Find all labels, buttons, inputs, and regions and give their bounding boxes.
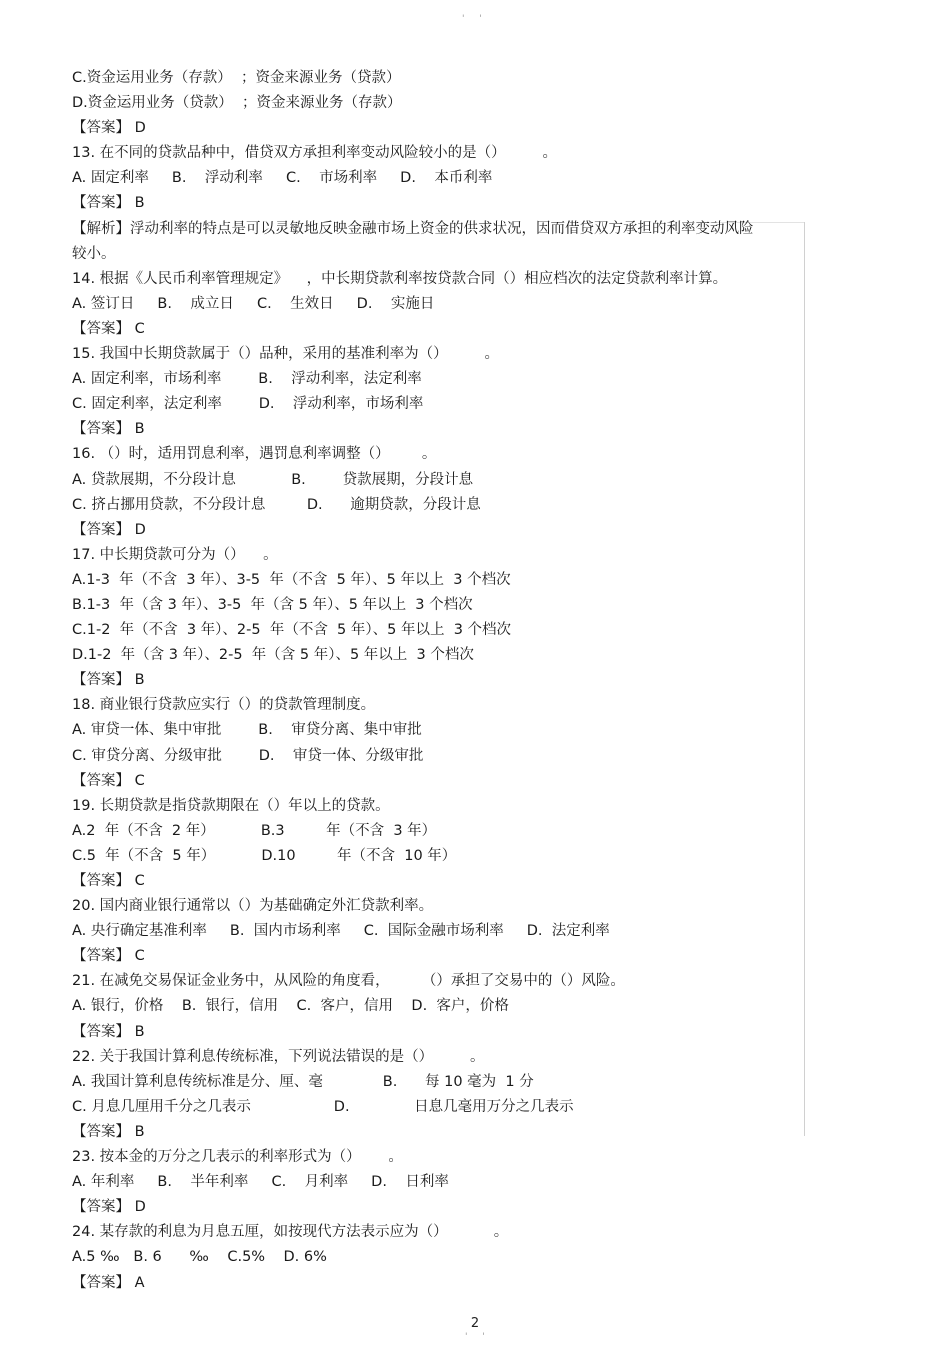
options-line: A. 固定利率，市场利率 B. 浮动利率，法定利率 [72,371,422,388]
options-line: A. 银行，价格 B. 银行，信用 C. 客户，信用 D. 客户，价格 [72,998,509,1015]
text-line: C.资金运用业务（存款） ；资金来源业务（贷款） [72,70,401,86]
options-line: A. 固定利率 B. 浮动利率 C. 市场利率 D. 本币利率 [72,170,493,187]
options-line: B.1-3 年（含 3 年）、3-5 年（含 5 年）、5 年以上 3 个档次 [72,596,473,613]
question-line: 16. （）时，适用罚息利率，遇罚息利率调整（） 。 [72,446,437,463]
analysis-line: 【解析】浮动利率的特点是可以灵敏地反映金融市场上资金的供求状况，因而借贷双方承担的利率变动风险 [72,220,754,237]
answer-line: 【答案】 C [72,772,145,789]
footer-mark: ' ' [465,1332,491,1342]
options-line: A.2 年（不含 2 年） B.3 年（不含 3 年） [72,822,437,839]
options-line: D.1-2 年（含 3 年）、2-5 年（含 5 年）、5 年以上 3 个档次 [72,647,474,664]
question-list [72,66,807,1296]
options-line: A. 审贷一体、集中审批 B. 审贷分离、集中审批 [72,722,422,739]
answer-line: 【答案】 B [72,195,145,212]
question-line: 18. 商业银行贷款应实行（）的贷款管理制度。 [72,697,376,714]
options-line: A. 贷款展期，不分段计息 B. 贷款展期，分段计息 [72,471,474,488]
answer-line: 【答案】 B [72,672,145,689]
question-line: 14. 根据《人民币利率管理规定》 ，中长期贷款利率按贷款合同（）相应档次的法定贷款利率计算。 [72,270,728,287]
options-line: A. 签订日 B. 成立日 C. 生效日 D. 实施日 [72,295,435,312]
options-line: A. 年利率 B. 半年利率 C. 月利率 D. 日利率 [72,1174,449,1191]
answer-line: 【答案】 A [72,1274,145,1291]
question-line: 24. 某存款的利息为月息五厘，如按现代方法表示应为（） 。 [72,1224,509,1241]
question-line: 23. 按本金的万分之几表示的利率形式为（） 。 [72,1149,403,1166]
answer-line: 【答案】 C [72,320,145,337]
answer-line: 【答案】 D [72,120,146,137]
options-line: C. 挤占挪用贷款，不分段计息 D. 逾期贷款，分段计息 [72,496,481,513]
options-line: C.5 年（不含 5 年） D.10 年（不含 10 年） [72,847,457,864]
question-line: 15. 我国中长期贷款属于（）品种，采用的基准利率为（） 。 [72,346,500,363]
options-line: C. 固定利率，法定利率 D. 浮动利率，市场利率 [72,396,424,413]
page-number: 2 [470,1316,480,1331]
question-line: 20. 国内商业银行通常以（）为基础确定外汇贷款利率。 [72,898,434,915]
options-line: A.1-3 年（不含 3 年）、3-5 年（不含 5 年）、5 年以上 3 个档次 [72,571,511,588]
question-line: 17. 中长期贷款可分为（） 。 [72,546,278,563]
answer-line: 【答案】 B [72,421,145,438]
options-line: A. 我国计算利息传统标准是分、厘、毫 B. 每 10 毫为 1 分 [72,1073,534,1090]
answer-line: 【答案】 D [72,521,146,538]
options-line: A. 央行确定基准利率 B. 国内市场利率 C. 国际金融市场利率 D. 法定利率 [72,923,610,940]
text-line: D.资金运用业务（贷款） ；资金来源业务（存款） [72,95,402,112]
question-line: 22. 关于我国计算利息传统标准，下列说法错误的是（） 。 [72,1048,485,1065]
answer-line: 【答案】 C [72,873,145,889]
answer-line: 【答案】 C [72,948,145,965]
question-line: 13. 在不同的贷款品种中，借贷双方承担利率变动风险较小的是（） 。 [72,145,558,162]
question-line: 21. 在减免交易保证金业务中，从风险的角度看， （）承担了交易中的（）风险。 [72,973,625,990]
analysis-line: 较小。 [72,245,116,262]
answer-line: 【答案】 B [72,1023,145,1040]
answer-line: 【答案】 D [72,1199,146,1216]
options-line: C. 审贷分离、分级审批 D. 审贷一体、分级审批 [72,747,424,764]
question-line: 19. 长期贷款是指贷款期限在（）年以上的贷款。 [72,797,390,814]
answer-line: 【答案】 B [72,1123,145,1140]
options-line: C.1-2 年（不含 3 年）、2-5 年（不含 5 年）、5 年以上 3 个档次 [72,622,512,639]
options-line: A.5 ‰ B. 6 ‰ C.5% D. 6% [72,1249,327,1266]
header-mark: ' ' [462,14,488,24]
options-line: C. 月息几厘用千分之几表示 D. 日息几毫用万分之几表示 [72,1098,574,1115]
